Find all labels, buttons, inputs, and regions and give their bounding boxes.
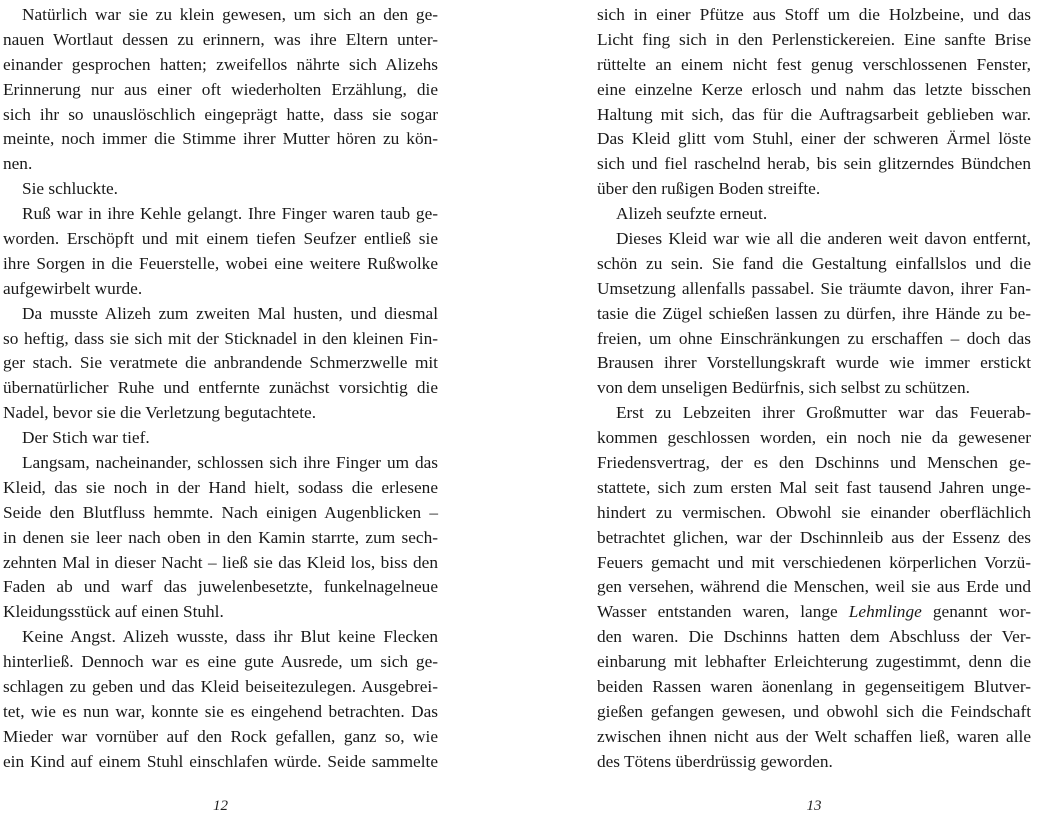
text-line: Da musste Alizeh zum zweiten Mal husten, und diesmal (22, 303, 438, 323)
text-line: schön zu sein. Sie fand die Gestaltung einfallslos und die (597, 253, 1031, 273)
text-line: worden. Erschöpft und mit einem tiefen Seufzer entließ sie (3, 229, 438, 249)
text-line: nauen Wortlaut dessen zu erinnern, was ihre Eltern unter- (3, 29, 438, 49)
text-line: den waren. Die Dschinns hatten dem Abschluss der Ver- (597, 627, 1031, 647)
text-line: einbarung mit lebhafter Erleichterung zugestimmt, denn die (597, 652, 1031, 672)
text-line: Sie schluckte. (22, 179, 118, 199)
text-line: Erinnerung nur aus einer oft wiederholten Erzählung, die (3, 79, 438, 99)
text-line: Nadel, bevor sie die Verletzung begutachtete. (3, 403, 317, 423)
book-page-12 (3, 0, 438, 831)
text-line: zwischen ihnen nicht aus der Welt schaffen ließ, waren alle (597, 726, 1031, 746)
text-line: kommen geschlossen worden, ein noch nie da gewesener (597, 428, 1031, 448)
page-number: 12 (213, 798, 228, 814)
page-text (3, 3, 438, 775)
text-line: schlagen zu geben und das Kleid beiseitezulegen. Ausgebrei- (3, 677, 438, 697)
text-line: tet, wie es nun war, konnte sie es eingehend betrachten. Das (3, 701, 438, 721)
text-line: tasie die Zügel schießen lassen zu dürfen, ihre Hände zu be- (597, 303, 1031, 323)
text-line: gießen gefangen gewesen, und obwohl sich die Feindschaft (597, 701, 1031, 721)
text-line: über den rußigen Boden streifte. (597, 179, 821, 199)
text-line: gen versehen, während die Menschen, weil sie aus Erde und (597, 577, 1031, 597)
text-line: sich ihr so unauslöschlich eingeprägt hatte, dass sie sogar (3, 104, 438, 124)
text-line: Ruß war in ihre Kehle gelangt. Ihre Finger waren taub ge- (22, 204, 438, 224)
text-line: Friedensvertrag, der es den Dschinns und Menschen ge- (597, 453, 1031, 473)
text-line: ger stach. Sie veratmete die anbrandende Schmerzwelle mit (3, 353, 438, 373)
book-page-13 (597, 0, 1031, 831)
text-line: meinte, noch immer die Stimme ihrer Mutter hören zu kön- (3, 129, 438, 149)
text-line: ihre Sorgen in die Feuerstelle, wobei eine weitere Rußwolke (3, 253, 438, 273)
text-line: Dieses Kleid war wie all die anderen weit davon entfernt, (616, 229, 1031, 249)
text-line: Der Stich war tief. (22, 428, 150, 448)
text-line: einander gesprochen hatten; zweifellos nährte sich Alizehs (3, 54, 438, 74)
text-line: zehnten Mal in dieser Nacht – ließ sie das Kleid los, biss den (3, 552, 438, 572)
text-line: eine einzelne Kerze erlosch und nahm das letzte bisschen (597, 79, 1031, 99)
text-line: Kleidungsstück auf einen Stuhl. (3, 602, 224, 622)
text-line: betrachtet glichen, war der Dschinnleib aus der Essenz des (597, 527, 1031, 547)
text-line: ein Kind auf einem Stuhl einschlafen würde. Seide sammelte (3, 751, 438, 771)
text-line: so heftig, dass sie sich mit der Sticknadel in den kleinen Fin- (3, 328, 438, 348)
page-text (597, 3, 1031, 775)
text-line: Umsetzung allenfalls passabel. Sie träumte davon, ihrer Fan- (597, 278, 1031, 298)
text-line: sich und fiel raschelnd herab, bis sein glitzerndes Bündchen (597, 154, 1031, 174)
text-line: Mieder war vornüber auf den Rock gefallen, ganz so, wie (3, 726, 438, 746)
text-line: beiden Rassen waren äonenlang in gegenseitigem Blutver- (597, 677, 1031, 697)
text-line: sich in einer Pfütze aus Stoff um die Holzbeine, und das (597, 5, 1031, 24)
text-line: rüttelte an einem nicht fest genug verschlossenen Fenster, (597, 54, 1031, 74)
text-line: Erst zu Lebzeiten ihrer Großmutter war das Feuerab- (616, 403, 1031, 423)
text-line: von dem unseligen Bedürfnis, sich selbst zu schützen. (597, 378, 970, 398)
page-number: 13 (806, 798, 822, 814)
text-line: Kleid, das sie noch in der Hand hielt, sodass die erlesene (3, 477, 438, 497)
text-line: Natürlich war sie zu klein gewesen, um sich an den ge- (22, 5, 438, 24)
text-line: Keine Angst. Alizeh wusste, dass ihr Blut keine Flecken (22, 627, 438, 647)
text-line: Wasser entstanden waren, lange Lehmlinge genannt wor- (597, 602, 1031, 622)
text-line: Alizeh seufzte erneut. (616, 204, 768, 224)
text-line: hindert zu vermischen. Obwohl sie einander oberflächlich (597, 502, 1031, 522)
text-line: nen. (3, 154, 33, 174)
text-line: Brausen ihrer Vorstellungskraft wurde wie immer erstickt (597, 353, 1031, 373)
text-line: Faden ab und warf das juwelenbesetzte, funkelnagelneue (3, 577, 438, 597)
text-line: aufgewirbelt wurde. (3, 278, 143, 298)
text-line: des Tötens überdrüssig geworden. (597, 751, 833, 771)
text-line: übernatürlicher Ruhe und entfernte zunächst vorsichtig die (3, 378, 438, 398)
text-line: Langsam, nacheinander, schlossen sich ihre Finger um das (22, 453, 438, 473)
text-line: Das Kleid glitt vom Stuhl, einer der schweren Ärmel löste (597, 129, 1031, 149)
text-line: Licht fing sich in den Perlenstickereien. Eine sanfte Brise (597, 29, 1031, 49)
text-line: Haltung mit sich, das für die Auftragsarbeit geblieben war. (597, 104, 1031, 124)
text-line: Seide den Blutfluss hemmte. Nach einigen Augenblicken – (3, 502, 438, 522)
text-line: stattete, sich zum ersten Mal seit fast tausend Jahren unge- (597, 477, 1031, 497)
text-line: in denen sie leer nach oben in den Kamin starrte, zum sech- (3, 527, 438, 547)
text-line: Feuers gemacht und mit verschiedenen körperlichen Vorzü- (597, 552, 1031, 572)
text-line: hinterließ. Dennoch war es eine gute Ausrede, um sich ge- (3, 652, 438, 672)
text-line: freien, um ohne Einschränkungen zu erschaffen – doch das (597, 328, 1031, 348)
